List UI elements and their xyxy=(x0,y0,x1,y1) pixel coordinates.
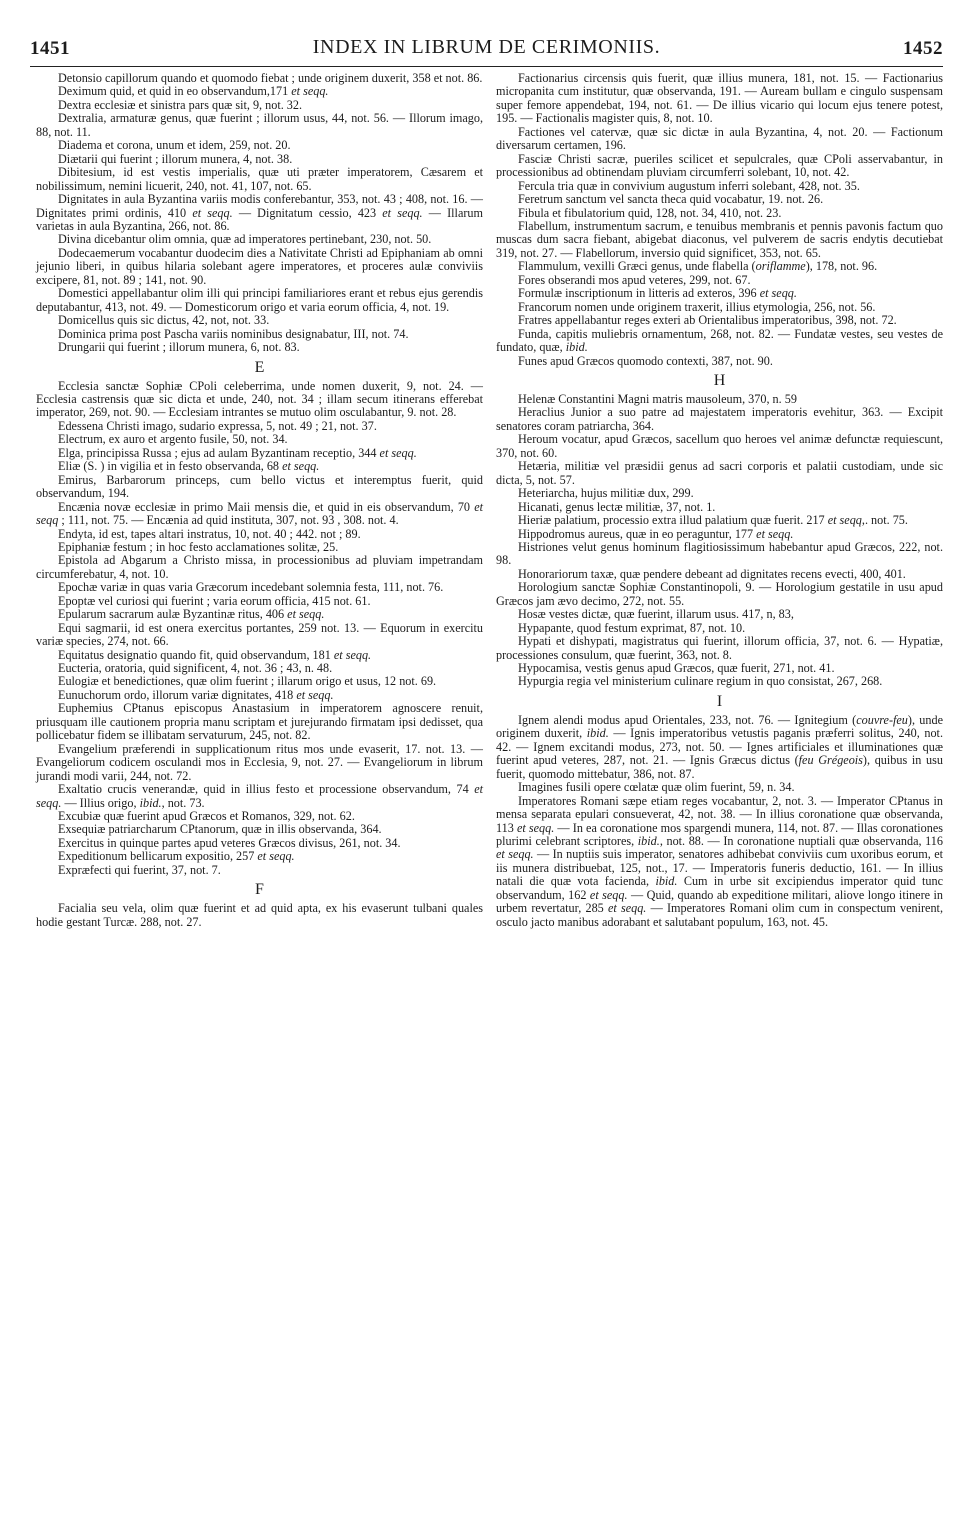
index-entry: Flammulum, vexilli Græci genus, unde flabella (oriflamme), 178, not. 96. xyxy=(518,259,878,274)
index-entry: Heroum vocatur, apud Græcos, sacellum quo heroes vel animæ defunctæ requiescunt, 370, not. 60. xyxy=(496,432,943,460)
index-entry: Eulogiæ et benedictiones, quæ olim fuerint ; illarum origo et usus, 12 not. 69. xyxy=(58,674,437,689)
index-entry: Elga, principissa Russa ; ejus ad aulam Byzantinam receptio, 344 et seqq. xyxy=(58,445,417,460)
index-entry: Edessena Christi imago, sudario expressa, 5, not. 49 ; 21, not. 37. xyxy=(58,418,377,433)
index-entry: Honorariorum taxæ, quæ pendere debeant ad dignitates recens evecti, 400, 401. xyxy=(518,566,906,581)
index-entry: Feretrum sanctum vel sancta theca quid vocabatur, 19. not. 26. xyxy=(518,192,824,207)
index-entry: Flabellum, instrumentum sacrum, e tenuibus membranis et pennis pavonis factum quo muscas dum sacra fiebant, abigebat diaconus, vel pulverem de sacris endytis decutiebat 319, not. 27. — Flabellorum, inversio quid significet, 353, not. 65. xyxy=(496,218,943,260)
index-entry: Heraclius Junior a suo patre ad majestatem imperatoris evehitur, 363. — Excipit senatores coram patriarcha, 364. xyxy=(496,405,943,433)
index-entry: Epistola ad Abgarum a Christo missa, in processionibus ad pluviam impetrandam circumferebatur, 4, not. 10. xyxy=(36,553,483,581)
index-entry: Encænia novæ ecclesiæ in primo Maii mensis die, et quid in eis observandum, 70 et seqq ; 111, not. 75. — Encænia ad quid instituta, 307, not. 93 , 308. not. 4. xyxy=(36,499,483,528)
index-entry: Helenæ Constantini Magni matris mausoleum, 370, n. 59 xyxy=(518,391,797,406)
index-entry: Dodecaemerum vocabantur duodecim dies a Nativitate Christi ad Epiphaniam ab omni jejunio liberi, in quibus hilaria solebant agere imperatores, et proceres aulæ conviviis excipere, 81, not. 89 ; 141, not. 90. xyxy=(36,245,483,287)
index-entry: Formulæ inscriptionum in litteris ad exteros, 396 et seqq. xyxy=(518,286,797,301)
running-title: INDEX IN LIBRUM DE CERIMONIIS. xyxy=(312,36,661,58)
left-column xyxy=(36,72,483,929)
index-entry: Exaltatio crucis venerandæ, quid in illius festo et processione observandum, 74 et seqq. — Illius origo, ibid., not. 73. xyxy=(36,782,483,810)
index-entry: Francorum nomen unde originem traxerit, illius etymologia, 256, not. 56. xyxy=(518,299,876,314)
index-entry: Exsequiæ patriarcharum CPtanorum, quæ in illis observanda, 364. xyxy=(58,822,382,837)
index-entry: Histriones velut genus hominum flagitiosissimum habebantur apud Græcos, 222, not. 98. xyxy=(496,539,943,568)
index-entry: Eunuchorum ordo, illorum variæ dignitates, 418 et seqq. xyxy=(58,687,334,702)
right-column xyxy=(496,72,943,929)
index-entry: Domestici appellabantur olim illi qui principi familiariores erant et rebus ejus gerendis deputabantur, 413, not. 49. — Domesticorum origo et varia eorum officia, 4, not. 19. xyxy=(36,286,483,314)
index-entry: Detonsio capillorum quando et quomodo fiebat ; unde originem duxerit, 358 et not. 86. xyxy=(58,71,483,85)
index-entry: Funda, capitis muliebris ornamentum, 268, not. 82. — Fundatæ vestes, seu vestes de fundato, quæ, ibid. xyxy=(496,326,943,355)
section-letter: F xyxy=(255,881,264,899)
page-number-right: 1452 xyxy=(903,38,943,59)
index-entry: Factiones vel catervæ, quæ sic dictæ in aula Byzantina, 4, not. 20. — Factionum diversarum certamen, 196. xyxy=(496,124,943,153)
index-entry: Hypocamisa, vestis genus apud Græcos, quæ fuerit, 271, not. 41. xyxy=(518,661,835,676)
index-entry: Euphemius CPtanus episcopus Anastasium in imperatorem agnoscere renuit, priusquam ille cautionem propria manu scriptam et jurejurando firmatam ipsi dedisset, qua pollicebatur fidem se illibatam servaturum, 245, not. 82. xyxy=(36,701,483,743)
index-entry: Domicellus quis sic dictus, 42, not, not. 33. xyxy=(58,313,270,328)
page-header xyxy=(30,34,943,64)
index-entry: Eliæ (S. ) in vigilia et in festo observanda, 68 et seqq. xyxy=(58,459,320,474)
index-entry: Dominica prima post Pascha variis nominibus designabatur, III, not. 74. xyxy=(58,326,409,341)
index-entry: Dignitates in aula Byzantina variis modis conferebantur, 353, not. 43 ; 408, not. 16. — Dignitates primi ordinis, 410 et seqq. — Dignitatum cessio, 423 et seqq. — Illarum varietas in aula Byzantina, 266, not. 86. xyxy=(36,192,483,233)
index-entry: Facialia seu vela, olim quæ fuerint et ad quid apta, ex his evaserunt tulbani quales hodie gestant Turcæ. 288, not. 27. xyxy=(36,901,483,929)
index-entry: Hetæria, militiæ vel præsidii genus ad sacri corporis et palatii custodiam, unde sic dicta, 5, not. 57. xyxy=(496,459,943,487)
index-entry: Funes apud Græcos quomodo contexti, 387, not. 90. xyxy=(518,353,773,368)
index-entry: Epularum sacrarum aulæ Byzantinæ ritus, 406 et seqq. xyxy=(58,607,325,622)
index-entry: Fores obserandi mos apud veteres, 299, not. 67. xyxy=(518,272,751,287)
index-entry: Hicanati, genus lectæ militiæ, 37, not. 1. xyxy=(518,499,716,514)
index-entry: Hosæ vestes dictæ, quæ fuerint, illarum usus. 417, n, 83, xyxy=(518,607,794,622)
index-entry: Imperatores Romani sæpe etiam reges vocabantur, 2, not. 3. — Imperator CPtanus in mensa separata epulari consueverat, 42, not. 38. — In illius coronatione quæ observanda, 113 et seqq. — In ea coronatione mos spargendi munera, 114, not. 87. — Illas coronationes plurimi celebrant scriptores, ibid., not. 88. — In coronatione nuptiali quæ observanda, 116 et seqq. — In nuptiis suis imperator, senatores adhibebat conviviis cum uxoribus eorum, et iis munera distribuebat, 125, not., 17. — Imperatoris funeris deductio, 161. — In illius natali die quæ vota facienda, ibid. Cum in urbe sit excipiendus imperator quid tunc observandum, 162 et seqq. — Quid, quando ab expeditione militari, aliove longo itinere in urbem revertatur, 285 et seqq. — Imperatores Romani olim cum in conspectum venirent, osculo jacto manibus adorabant et salutabant populum, 163, not. 45. xyxy=(496,793,944,929)
index-entry: Expeditionum bellicarum expositio, 257 et seqq. xyxy=(58,849,295,864)
index-entry: Drungarii qui fuerint ; illorum munera, 6, not. 83. xyxy=(58,340,300,355)
index-entry: Evangelium præferendi in supplicationum ritus mos unde evaserit, 17. not. 13. — Evangeliorum codicem osculandi mos in Ecclesia, 9, not. 27. — Evangeliorum in librum jurandi modi varii, 244, not. 72. xyxy=(36,741,483,783)
index-entry: Dextralia, armaturæ genus, quæ fuerint ; illorum usus, 44, not. 56. — Illorum imago, 88, not. 11. xyxy=(36,111,483,139)
index-entry: Eucteria, oratoria, quid significent, 4, not. 36 ; 43, n. 48. xyxy=(58,661,333,676)
index-entry: Factionarius circensis quis fuerit, quæ illius munera, 181, not. 15. — Factionarius micropanita cum institutur, quæ observanda, 191. — Auream bullam e cingulo suspensam super femore appendebat, 194, not. 61. — De illius vicario qui locum ejus tenere potest, 195. — Factionalis magister quis, 8, not. 10. xyxy=(496,71,943,126)
index-entry: Fibula et fibulatorium quid, 128, not. 34, 410, not. 23. xyxy=(518,205,782,220)
index-entry: Endyta, id est, tapes altari instratus, 10, not. 40 ; 442. not ; 89. xyxy=(58,526,361,541)
index-entry: Hieriæ palatium, processio extra illud palatium quæ fuerit. 217 et seqq,. not. 75. xyxy=(518,513,908,528)
index-entry: Fercula tria quæ in convivium augustum inferri solebant, 428, not. 35. xyxy=(518,178,860,193)
index-entry: Fratres appellabantur reges exteri ab Orientalibus imperatoribus, 398, not. 72. xyxy=(518,313,897,328)
header-rule xyxy=(30,66,943,67)
section-letter: E xyxy=(254,358,265,376)
index-entry: Hypapante, quod festum exprimat, 87, not. 10. xyxy=(518,620,746,635)
index-entry: Ecclesia sanctæ Sophiæ CPoli celeberrima, unde nomen duxerit, 9, not. 24. — Ecclesia castrensis quæ sic dicta et unde, 240, not. 34 ; illam secum itinerans efferebat imperator, 269, not. 90. — Ecclesiam intrantes se mutuo olim osculabantur, 9. not. 28. xyxy=(36,378,483,420)
index-entry: Emirus, Barbarorum princeps, cum bello victus et interemptus fuerit, quid observandum, 194. xyxy=(36,472,483,501)
index-entry: Epochæ variæ in quas varia Græcorum incedebant solemnia festa, 111, not. 76. xyxy=(58,580,444,595)
index-entry: Equi sagmarii, id est onera exercitus portantes, 259 not. 13. — Equorum in exercitu variæ species, 274, not. 66. xyxy=(36,620,483,649)
index-entry: Electrum, ex auro et argento fusile, 50, not. 34. xyxy=(58,432,288,447)
index-entry: Divina dicebantur olim omnia, quæ ad imperatores pertinebant, 230, not. 50. xyxy=(58,232,432,247)
section-letter: H xyxy=(713,371,726,389)
index-entry: Expræfecti qui fuerint, 37, not. 7. xyxy=(58,862,221,877)
index-entry: Horologium sanctæ Sophiæ Constantinopoli, 9. — Horologium gestatile in usu apud Græcos jam ævo decimo, 272, not. 55. xyxy=(496,580,943,608)
index-entry: Deximum quid, et quid in eo observandum,171 et seqq. xyxy=(58,84,329,99)
index-entry: Dextra ecclesiæ et sinistra pars quæ sit, 9, not. 32. xyxy=(58,97,303,112)
index-entry: Imagines fusili opere cœlatæ quæ olim fuerint, 59, n. 34. xyxy=(518,780,795,795)
section-letter: I xyxy=(716,692,723,710)
index-entry: Dibitesium, id est vestis imperialis, quæ uti præter imperatorem, Cæsarem et nobilissimum, nemini licuerit, 240, not. 41, 107, not. 65. xyxy=(36,165,483,193)
index-entry: Diadema et corona, unum et idem, 259, not. 20. xyxy=(58,138,291,153)
index-entry: Hypati et dishypati, magistratus qui fuerint, illorum officia, 37, not. 6. — Hypatiæ, processiones consulum, quæ fuerint, 363, not. 8. xyxy=(496,634,943,662)
index-entry: Excubiæ quæ fuerint apud Græcos et Romanos, 329, not. 62. xyxy=(58,809,355,824)
index-entry: Hippodromus aureus, quæ in eo peraguntur, 177 et seqq. xyxy=(518,526,794,541)
page-number-left: 1451 xyxy=(30,38,70,59)
index-entry: Exercitus in quinque partes apud veteres Græcos divisus, 261, not. 34. xyxy=(58,835,401,850)
index-entry: Diætarii qui fuerint ; illorum munera, 4, not. 38. xyxy=(58,151,293,166)
index-entry: Equitatus designatio quando fit, quid observandum, 181 et seqq. xyxy=(58,647,372,662)
index-entry: Epoptæ vel curiosi qui fuerint ; varia eorum officia, 415 not. 61. xyxy=(58,593,371,608)
index-entry: Heteriarcha, hujus militiæ dux, 299. xyxy=(518,486,694,501)
index-entry: Fasciæ Christi sacræ, pueriles scilicet et sepulcrales, quæ CPoli asservabantur, in processionibus ad obtinendam pluviam circumferri solebant, 10, not. 42. xyxy=(496,151,943,180)
index-entry: Hypurgia regia vel ministerium culinare regium in quo consistat, 267, 268. xyxy=(518,674,883,689)
index-entry: Epiphaniæ festum ; in hoc festo acclamationes solitæ, 25. xyxy=(58,539,339,554)
index-entry: Ignem alendi modus apud Orientales, 233, not. 76. — Ignitegium (couvre-feu), unde originem duxerit, ibid. — Ignis imperatoribus vetustis paganis præferri solitus, 240, not. 42. — Ignem excitandi modus, 273, not. 50. — Ignes artificiales et illuminationes quæ fuerint apud veteres, 287, not. 21. — Ignis Græcus dictus (feu Grégeois), quibus in usu fuerit, quomodo mittebatur, 386, not. 87. xyxy=(496,712,943,781)
